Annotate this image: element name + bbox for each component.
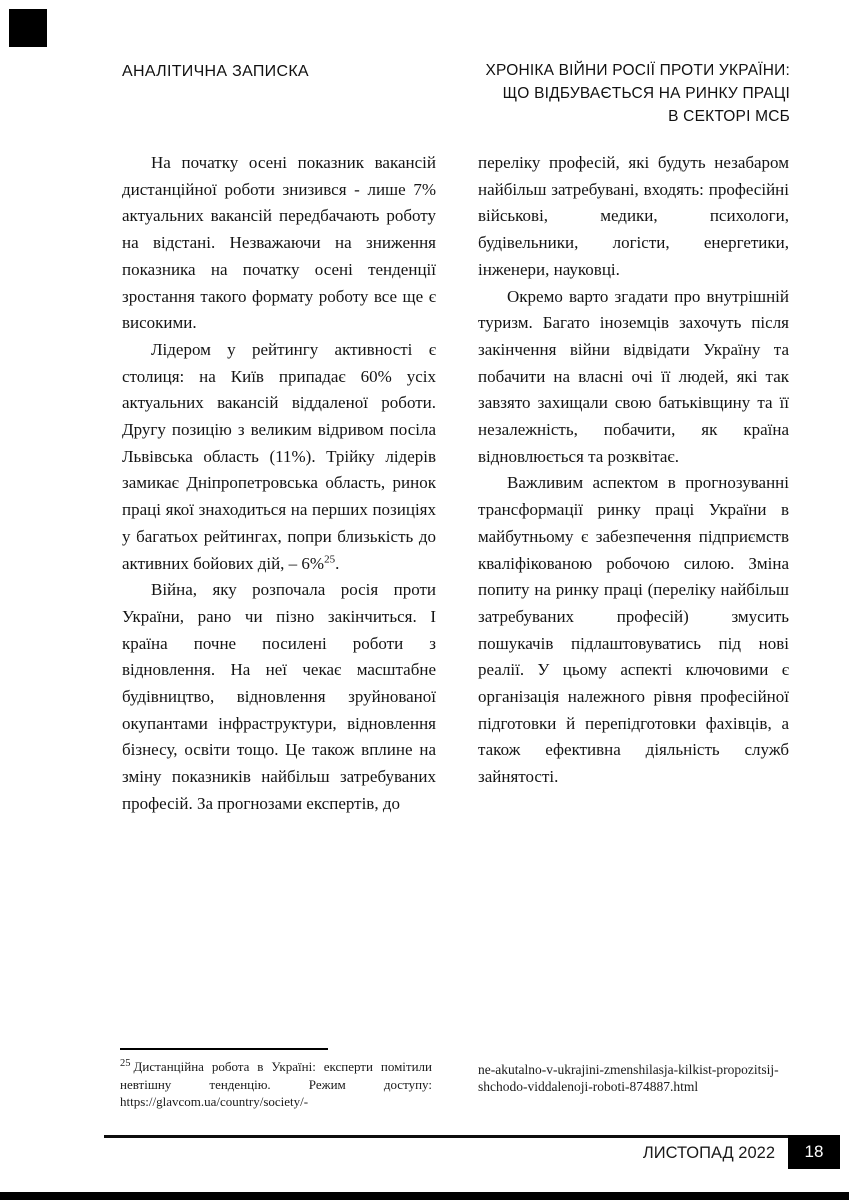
footnote-block-left — [120, 1048, 432, 1111]
paragraph — [478, 150, 789, 284]
paragraph-text: . — [335, 553, 340, 573]
document-type-label: АНАЛІТИЧНА ЗАПИСКА — [122, 63, 309, 80]
paragraph — [478, 470, 789, 790]
bottom-bar-decoration — [0, 1192, 849, 1200]
text-column-left — [122, 150, 436, 818]
report-title-line: ХРОНІКА ВІЙНИ РОСІЇ ПРОТИ УКРАЇНИ: — [485, 62, 790, 79]
paragraph-text: На початку осені показник вакансій дистанційної роботи знизився - лише 7% актуальних вакансій передбачають роботу на відстані. Незважаючи на зниження показника на початку осені тенденції зростання такого формату роботу все ще є високими. — [122, 153, 436, 333]
paragraph-text: Війна, яку розпочала росія проти України, рано чи пізно закінчиться. І країна почне посилені роботи з відновлення. На неї чекає масштабне будівництво, відновлення зруйнованої окупантами інфраструктури, відновлення бізнесу, освіти тощо. Це також вплине на зміну показників найбільш затребуваних професій. За прогнозами експертів, до — [122, 580, 436, 813]
paragraph-text: Лідером у рейтингу активності є столиця: на Київ припадає 60% усіх актуальних вакансій віддаленої роботи. Другу позицію з великим відривом посіла Львівська область (11%). Трійку лідерів замикає Дніпропетровська область, ринок праці якої знаходиться на перших позиціях у багатьох рейтингах, попри близькість до активних бойових дій, – 6% — [122, 339, 436, 573]
footer-issue-date: ЛИСТОПАД 2022 — [642, 1144, 775, 1162]
report-title-line: ЩО ВІДБУВАЄТЬСЯ НА РИНКУ ПРАЦІ — [502, 85, 790, 102]
corner-decoration — [9, 9, 47, 47]
paragraph — [122, 150, 436, 337]
footnote-block-right — [478, 1061, 790, 1095]
paragraph — [122, 337, 436, 577]
text-column-right — [478, 150, 789, 791]
footnote-text-body: Дистанційна робота в Україні: експерти помітили невтішну тенденцію. Режим доступу: https://glavcom.ua/country/society/- — [120, 1059, 432, 1109]
paragraph-text: Важливим аспектом в прогнозуванні трансформації ринку праці України в майбутньому є забезпечення підприємств кваліфікованою робочою силою. Зміна попиту на ринку праці (переліку найбільш затребуваних професій) змусить пошукачів підлаштовуватись під нові реалії. У цьому аспекті ключовими є організація належного рівня професійної підготовки й перепідготовки фахівців, а також ефективна діяльність служб зайнятості. — [478, 473, 789, 787]
page-number-badge — [788, 1135, 840, 1169]
paragraph — [478, 284, 789, 471]
paragraph — [122, 577, 436, 817]
footnote-reference: 25 — [324, 552, 336, 565]
footnote-marker: 25 — [120, 1057, 131, 1069]
report-title-line: В СЕКТОРІ МСБ — [668, 108, 790, 125]
paragraph-text: переліку професій, які будуть незабаром найбільш затребувані, входять: професійні військові, медики, психологи, будівельники, логісти, енергетики, інженери, науковці. — [478, 153, 789, 279]
paragraph-text: Окремо варто згадати про внутрішній туризм. Багато іноземців захочуть після закінчення війни відвідати Україну та побачити на власні очі її людей, які так завзято захищали свою батьківщину та її незалежність, побачити, як країна відновлюється та розквітає. — [478, 286, 789, 466]
footer-divider — [104, 1135, 788, 1138]
footnote-url-continuation: ne-akutalno-v-ukrajini-zmenshilasja-kilkist-propozitsij-shchodo-viddalenoji-roboti-874887.html — [478, 1062, 779, 1094]
page-number: 18 — [804, 1142, 824, 1161]
footnote-separator — [120, 1048, 328, 1050]
footnote-text — [120, 1058, 432, 1111]
report-title — [390, 59, 790, 128]
